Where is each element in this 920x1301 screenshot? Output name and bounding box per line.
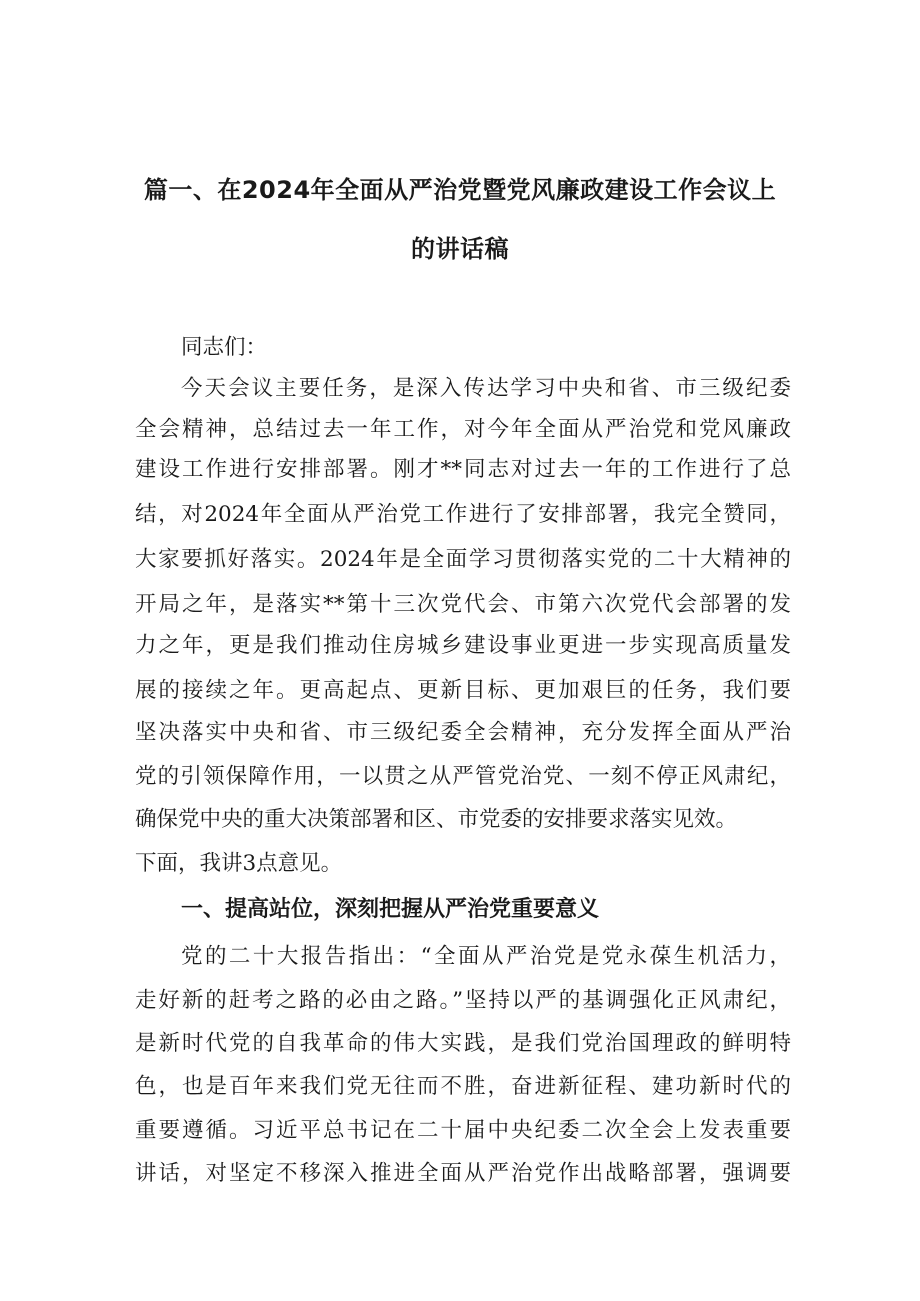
paragraph-1-line: 建设工作进行安排部署。刚才**同志对过去一年的工作进行了总	[135, 457, 791, 482]
paragraph-1-line: 党的引领保障作用，一以贯之从严管党治党、一刻不停正风肃纪，	[135, 764, 791, 789]
paragraph-1-line: 力之年，更是我们推动住房城乡建设事业更进一步实现高质量发	[135, 633, 791, 658]
paragraph-1-line: 全会精神，总结过去一年工作，对今年全面从严治党和党风廉政	[135, 417, 791, 442]
paragraph-1-line: 展的接续之年。更高起点、更新目标、更加艰巨的任务，我们要	[135, 678, 791, 703]
paragraph-1-line: 大家要抓好落实。2024年是全面学习贯彻落实党的二十大精神的	[135, 547, 791, 572]
paragraph-1-line: 确保党中央的重大决策部署和区、市党委的安排要求落实见效。	[135, 807, 738, 832]
paragraph-1-line: 开局之年，是落实**第十三次党代会、市第六次党代会部署的发	[135, 592, 791, 617]
paragraph-2-line: 走好新的赶考之路的必由之路。”坚持以严的基调强化正风肃纪，	[135, 988, 791, 1013]
paragraph-1-line: 下面，我讲3点意见。	[135, 851, 343, 876]
paragraph-1-line: 坚决落实中央和省、市三级纪委全会精神，充分发挥全面从严治	[135, 720, 791, 745]
document-title-line-2: 的讲话稿	[411, 235, 509, 263]
paragraph-1-line: 结，对2024年全面从严治党工作进行了安排部署，我完全赞同，	[135, 502, 791, 527]
section-heading-1: 一、提高站位，深刻把握从严治党重要意义	[181, 897, 600, 922]
paragraph-2-line: 党的二十大报告指出：“全面从严治党是党永葆生机活力，	[181, 944, 791, 969]
salutation: 同志们：	[181, 335, 268, 360]
paragraph-2-line: 讲话，对坚定不移深入推进全面从严治党作出战略部署，强调要	[135, 1161, 791, 1186]
paragraph-2-line: 是新时代党的自我革命的伟大实践，是我们党治国理政的鲜明特	[135, 1031, 791, 1056]
paragraph-2-line: 重要遵循。习近平总书记在二十届中央纪委二次全会上发表重要	[135, 1118, 791, 1143]
paragraph-1-line: 今天会议主要任务，是深入传达学习中央和省、市三级纪委	[181, 376, 791, 401]
paragraph-2-line: 色，也是百年来我们党无往而不胜，奋进新征程、建功新时代的	[135, 1074, 791, 1099]
document-title-line-1: 篇一、在2024年全面从严治党暨党风廉政建设工作会议上	[143, 176, 777, 204]
